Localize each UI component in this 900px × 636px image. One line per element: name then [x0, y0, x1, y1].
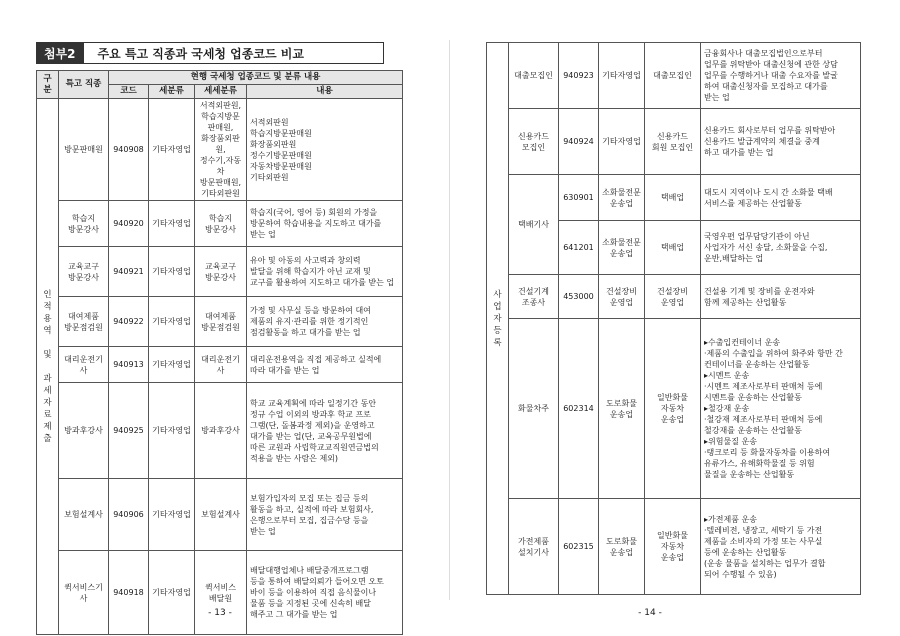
content-cell: 대리운전용역을 직접 제공하고 실적에 따라 대가를 받는 업 — [247, 347, 403, 383]
table-row — [37, 383, 403, 479]
table-row — [37, 551, 403, 635]
detail-cell: 퀵서비스 배달원 — [195, 551, 247, 635]
sub-cell: 건설장비 운영업 — [599, 275, 645, 319]
code-cell: 940920 — [109, 201, 149, 247]
right-page — [450, 0, 900, 636]
content-cell: 신용카드 회사로부터 업무를 위탁받아 신용카드 발급계약의 체결을 중계 하고 대가를 받는 업 — [701, 109, 861, 175]
sub-cell: 기타자영업 — [149, 201, 195, 247]
table-row — [487, 499, 861, 595]
table-row — [37, 347, 403, 383]
code-cell: 940906 — [109, 479, 149, 551]
code-cell: 602315 — [559, 499, 599, 595]
code-cell: 641201 — [559, 221, 599, 275]
sub-cell: 기타자영업 — [149, 479, 195, 551]
job-cell: 대출모집인 — [509, 43, 559, 109]
job-cell: 신용카드 모집인 — [509, 109, 559, 175]
sub-cell: 기타자영업 — [149, 347, 195, 383]
detail-cell: 건설장비 운영업 — [645, 275, 701, 319]
col-code: 코드 — [109, 85, 149, 99]
table-row — [37, 201, 403, 247]
job-cell: 보험설계사 — [59, 479, 109, 551]
job-cell: 화물차주 — [509, 319, 559, 499]
job-cell: 건설기계 조종사 — [509, 275, 559, 319]
sub-cell: 기타자영업 — [149, 383, 195, 479]
content-cell: ▸수출입컨테이너 운송 ·제품의 수출입을 위하여 화주와 항만 간 컨테이너를 운송하는 산업활동 ▸시멘트 운송 ·시멘트 제조사로부터 판매처 등에 시멘트를 운송하는 산업활동 ▸철강재 운송 ·철강재 제조사로부터 판매처 등에 철강재를 운송하는 산업활동 ▸위험물질 운송 ·탱크로리 등 화물자동차를 이용하여 유류가스, 유해화학물질 등 위험 물질을 운송하는 산업활동 — [701, 319, 861, 499]
col-detail: 세세분류 — [195, 85, 247, 99]
sub-cell: 기타자영업 — [149, 297, 195, 347]
detail-cell: 대리운전기사 — [195, 347, 247, 383]
sub-cell: 기타자영업 — [149, 551, 195, 635]
table-row — [487, 43, 861, 109]
code-cell: 940924 — [559, 109, 599, 175]
code-cell: 940922 — [109, 297, 149, 347]
attachment-header — [36, 42, 384, 64]
sub-cell: 기타자영업 — [149, 247, 195, 297]
content-cell: 학교 교육계획에 따라 일정기간 동안 정규 수업 이외의 방과후 학교 프로 그램(단, 돌봄과정 제외)을 운영하고 대가를 받는 업(단, 교육공무원법에 따른 교원과 사립학교교직원연금법의 적용을 받는 사람은 제외) — [247, 383, 403, 479]
table-row — [37, 99, 403, 201]
table-row — [487, 275, 861, 319]
detail-cell: 일반화물 자동차 운송업 — [645, 499, 701, 595]
sub-cell: 소화물전문 운송업 — [599, 221, 645, 275]
job-cell: 학습지 방문강사 — [59, 201, 109, 247]
detail-cell: 택배업 — [645, 175, 701, 221]
detail-cell: 방과후강사 — [195, 383, 247, 479]
detail-cell: 대여제품 방문점검원 — [195, 297, 247, 347]
table-row — [37, 297, 403, 347]
col-nts-group: 현행 국세청 업종코드 및 분류 내용 — [109, 71, 403, 85]
sub-cell: 기타자영업 — [149, 99, 195, 201]
job-cell: 가전제품 설치기사 — [509, 499, 559, 595]
content-cell: 국영우편 업무담당기관이 아닌 사업자가 서신 송달, 소화물을 수집, 운반,배달하는 업 — [701, 221, 861, 275]
code-cell: 940921 — [109, 247, 149, 297]
code-cell: 940918 — [109, 551, 149, 635]
code-cell: 940908 — [109, 99, 149, 201]
content-cell: 보험가입자의 모집 또는 집금 등의 활동을 하고, 실적에 따라 보험회사, 은행으로부터 모집, 집금수당 등을 받는 업 — [247, 479, 403, 551]
attachment-tag: 첨부2 — [36, 42, 84, 64]
sub-cell: 기타자영업 — [599, 43, 645, 109]
sub-cell: 도로화물 운송업 — [599, 499, 645, 595]
content-cell: 금융회사나 대출모집법인으로부터 업무를 위탁받아 대출신청에 관한 상담 업무를 수행하거나 대출 수요자를 발굴 하여 대출신청자를 모집하고 대가를 받는 업 — [701, 43, 861, 109]
attachment-title: 주요 특고 직종과 국세청 업종코드 비교 — [84, 42, 384, 64]
detail-cell: 서적외판원, 학습지방문 판매원, 화장품외판원, 정수기,자동차 방문판매원, 기타외판원 — [195, 99, 247, 201]
col-content: 내용 — [247, 85, 403, 99]
content-cell: 대도시 지역이나 도시 간 소화물 택배 서비스를 제공하는 산업활동 — [701, 175, 861, 221]
col-sub: 세분류 — [149, 85, 195, 99]
detail-cell: 교육교구 방문강사 — [195, 247, 247, 297]
code-cell: 940925 — [109, 383, 149, 479]
job-cell: 대여제품 방문점검원 — [59, 297, 109, 347]
left-comparison-table — [36, 70, 403, 635]
right-comparison-table — [486, 42, 861, 595]
job-cell: 방문판매원 — [59, 99, 109, 201]
content-cell: 유아 및 아동의 사고력과 창의력 발달을 위해 학습지가 아닌 교재 및 교구를 활용하여 지도하고 대가를 받는 업 — [247, 247, 403, 297]
content-cell: 서적외판원 학습지방문판매원 화장품외판원 정수기방문판매원 자동차방문판매원 기타외판원 — [247, 99, 403, 201]
group-label: 인적 용역 및 과세 자료 제출 — [37, 99, 59, 635]
content-cell: 건설용 기계 및 장비를 운전자와 함께 제공하는 산업활동 — [701, 275, 861, 319]
group-label: 사 업 자 등 록 — [487, 43, 509, 595]
code-cell: 453000 — [559, 275, 599, 319]
content-cell: 배달대행업체나 배달중개프로그램 등을 통하여 배달의뢰가 들어오면 오토 바이 등을 이용하여 직접 음식물이나 물품 등을 지정된 곳에 신속히 배달 해주고 그 대가를 받는 업 — [247, 551, 403, 635]
detail-cell: 대출모집인 — [645, 43, 701, 109]
sub-cell: 소화물전문 운송업 — [599, 175, 645, 221]
content-cell: ▸가전제품 운송 ·텔레비전, 냉장고, 세탁기 등 가전 제품을 소비자의 가정 또는 사무실 등에 운송하는 산업활동 (운송 물품을 설치하는 업무가 결합 되어 수행될 수 있음) — [701, 499, 861, 595]
page-number-right: - 14 - — [638, 608, 662, 618]
job-cell: 방과후강사 — [59, 383, 109, 479]
code-cell: 630901 — [559, 175, 599, 221]
detail-cell: 보험설계사 — [195, 479, 247, 551]
sub-cell: 도로화물 운송업 — [599, 319, 645, 499]
code-cell: 940913 — [109, 347, 149, 383]
code-cell: 940923 — [559, 43, 599, 109]
table-row — [37, 479, 403, 551]
page-number-left: - 13 - — [208, 608, 232, 618]
table-row — [37, 247, 403, 297]
detail-cell: 신용카드 회원 모집인 — [645, 109, 701, 175]
job-cell: 교육교구 방문강사 — [59, 247, 109, 297]
table-row — [487, 109, 861, 175]
table-row — [487, 175, 861, 221]
sub-cell: 기타자영업 — [599, 109, 645, 175]
job-cell: 택배기사 — [509, 175, 559, 275]
col-category: 구분 — [37, 71, 59, 99]
content-cell: 학습지(국어, 영어 등) 회원의 가정을 방문하여 학습내용을 지도하고 대가를 받는 업 — [247, 201, 403, 247]
content-cell: 가정 및 사무실 등을 방문하여 대여 제품의 유지·관리를 위한 정기적인 점검활동을 하고 대가를 받는 업 — [247, 297, 403, 347]
code-cell: 602314 — [559, 319, 599, 499]
job-cell: 대리운전기사 — [59, 347, 109, 383]
col-job: 특고 직종 — [59, 71, 109, 99]
detail-cell: 택배업 — [645, 221, 701, 275]
detail-cell: 일반화물 자동차 운송업 — [645, 319, 701, 499]
job-cell: 퀵서비스기사 — [59, 551, 109, 635]
table-row — [487, 319, 861, 499]
detail-cell: 학습지 방문강사 — [195, 201, 247, 247]
